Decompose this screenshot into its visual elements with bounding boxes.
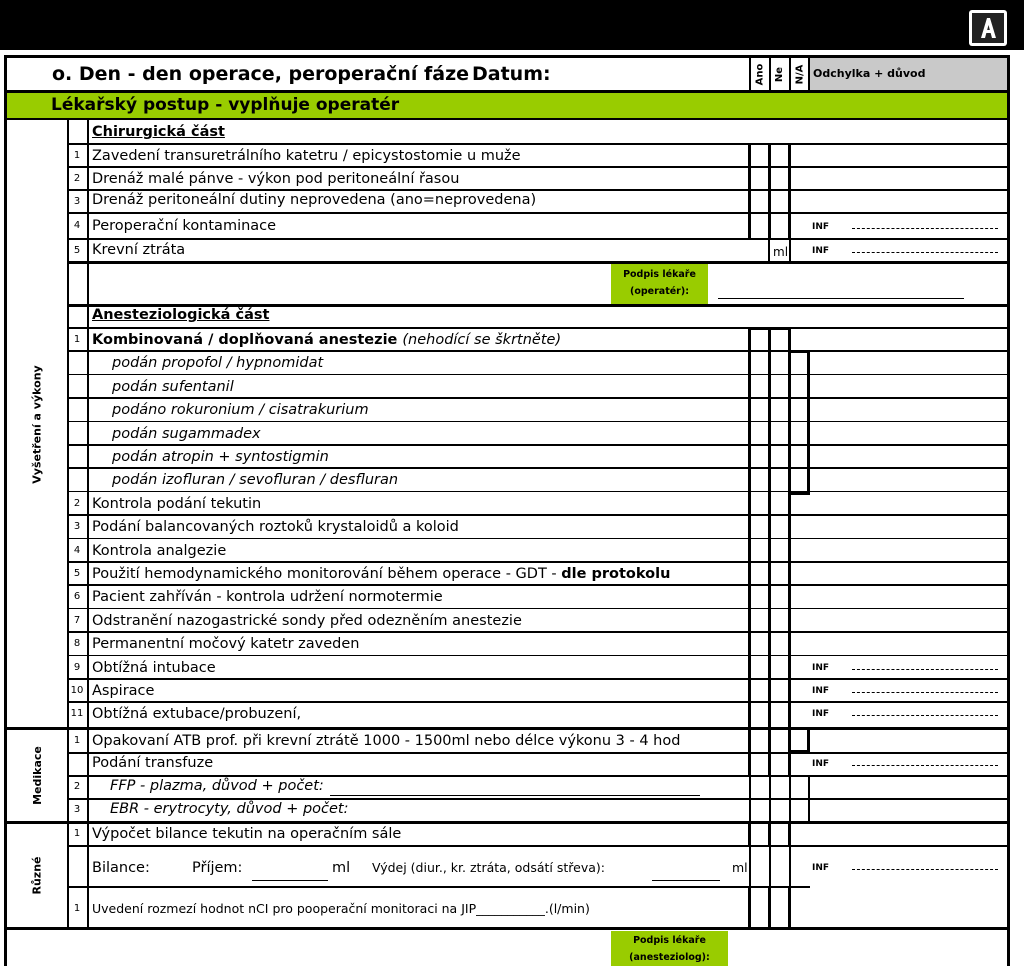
deviation-field[interactable]	[852, 252, 998, 253]
row-number: 1	[73, 903, 81, 914]
row-number: 9	[73, 661, 81, 673]
side-label-misc-text: Různé	[30, 856, 44, 894]
row-number: 8	[73, 638, 81, 650]
medication-row-text: EBR - erytrocyty, důvod + počet:	[110, 801, 349, 817]
col-deviation-header: Odchylka + důvod	[813, 67, 926, 80]
balance-intake-label: Příjem:	[192, 860, 243, 876]
row-line	[68, 238, 1008, 240]
deviation-field[interactable]	[852, 228, 998, 229]
side-label-medication	[7, 729, 67, 822]
med-box-line-1	[748, 729, 751, 776]
deviation-field[interactable]	[852, 869, 998, 870]
anesthesia-row-text: Kontrola podání tekutin	[92, 495, 262, 512]
row-line	[68, 845, 1008, 847]
anesthesia-row-text: podán sugammadex	[112, 425, 261, 442]
balance-unit-2: ml	[732, 860, 748, 875]
surgical-row-text: Krevní ztráta	[92, 242, 186, 258]
inf-label: INF	[812, 863, 830, 873]
anesthesia-row-text: Obtížná intubace	[92, 659, 216, 676]
row-line	[68, 538, 1008, 540]
row-line	[68, 444, 1008, 446]
side-label-medication-text: Medikace	[30, 746, 44, 805]
row-line	[68, 491, 1008, 493]
inf-label: INF	[812, 246, 830, 256]
anest-box-top	[748, 327, 791, 330]
misc-nci-text: Uvedení rozmezí hodnot nCI pro pooperační monitoraci na JIP___________.(l/min)	[92, 901, 590, 916]
anesthesia-row-text: podán izofluran / sevofluran / desfluran	[112, 472, 399, 489]
surg-ml-line-1	[768, 238, 770, 262]
row-number: 6	[73, 591, 81, 603]
hdr-vline-4	[808, 58, 810, 90]
num-col-line	[87, 120, 89, 928]
col-yes-header	[750, 58, 769, 90]
medication-row-text: Podání transfuze	[92, 755, 214, 771]
col-yes-label: Ano	[754, 63, 766, 85]
col-no-label: Ne	[774, 66, 785, 82]
row-line	[68, 166, 1008, 168]
misc-row-text: Výpočet bilance tekutin na operačním sále	[92, 826, 402, 842]
row-line	[68, 655, 1008, 657]
side-label-misc	[7, 823, 67, 927]
row-number: 1	[73, 828, 81, 839]
hdr-vline-2	[769, 58, 771, 90]
anesthesia-row-text	[92, 330, 561, 350]
anesthesia-title: Anesteziologická část	[92, 307, 270, 323]
row-line	[68, 584, 1008, 586]
row-line	[68, 421, 1008, 423]
anest-box-line-3	[788, 327, 791, 728]
row-number: 1	[73, 150, 81, 161]
misc-thin-1	[749, 845, 751, 887]
row-number: 2	[73, 781, 81, 792]
inf-label: INF	[812, 222, 830, 232]
intake-field[interactable]	[252, 880, 328, 881]
anesthesia-row-main: Použití hemodynamického monitorování během operace - GDT -	[92, 566, 562, 582]
surgical-row-text: Peroperační kontaminace	[92, 218, 277, 234]
medication-row-text: Opakovaní ATB prof. při krevní ztrátě 1000 - 1500ml nebo délce výkonu 3 - 4 hod	[92, 733, 681, 749]
inf-label: INF	[812, 662, 830, 673]
misc-box-line-4	[748, 887, 751, 928]
surgical-title: Chirurgická část	[92, 124, 225, 140]
col-na-label: N/A	[794, 64, 806, 84]
med-thin-2	[769, 776, 771, 822]
row-line	[68, 514, 1008, 516]
hdr-vline-1	[749, 58, 751, 90]
anest-na-top	[788, 350, 810, 353]
hdr-vline-3	[789, 58, 791, 90]
date-field[interactable]	[560, 60, 740, 88]
blood-loss-unit: ml	[773, 245, 789, 259]
deviation-field[interactable]	[852, 765, 998, 766]
anesthesia-row-text: Odstranění nazogastrické sondy před odezněním anestezie	[92, 612, 522, 629]
med-thin-4	[808, 776, 810, 822]
row-number: 1	[73, 334, 81, 345]
anesthesia-row-text	[92, 564, 670, 584]
balance-output-label: Výdej (diur., kr. ztráta, odsátí střeva):	[372, 860, 605, 875]
line-before-medication	[4, 727, 1010, 730]
anest-na-bottom	[788, 492, 810, 495]
anesthesia-row-text: Obtížná extubace/probuzení,	[92, 706, 302, 723]
balance-unit-1: ml	[332, 860, 351, 876]
output-field[interactable]	[652, 880, 720, 881]
anesthesia-row-note: (nehodící se škrtněte)	[402, 332, 562, 348]
row-number: 10	[70, 685, 84, 696]
section-title: Lékařský postup - vyplňuje operatér	[51, 95, 400, 115]
misc-box-line-3	[788, 822, 791, 846]
row-number: 4	[73, 544, 81, 556]
surgical-row-text: Drenáž peritoneální dutiny neprovedena (ano=neprovedena)	[92, 192, 537, 208]
row-number: 5	[73, 245, 81, 256]
date-label: Datum:	[472, 63, 551, 85]
anesthesia-row-bold: dle protokolu	[561, 566, 671, 582]
deviation-field[interactable]	[852, 715, 998, 716]
anesthesia-row-main: Kombinovaná / doplňovaná anestezie	[92, 332, 398, 348]
deviation-field[interactable]	[852, 692, 998, 693]
row-line	[68, 397, 1008, 399]
anest-na-line	[807, 350, 810, 493]
anesthesia-row-text: Permanentní močový katetr zaveden	[92, 636, 360, 653]
inf-label: INF	[812, 709, 830, 720]
row-number: 5	[73, 568, 81, 579]
inf-label: INF	[812, 759, 830, 769]
surgeon-signature-label: Podpis lékaře (operatér):	[623, 269, 696, 297]
row-number: 3	[73, 521, 81, 533]
row-line	[68, 374, 1008, 376]
anesthesia-row-text: podán sufentanil	[112, 378, 234, 395]
anest-signature-label: Podpis lékaře (anesteziolog):	[629, 935, 710, 963]
app-logo-glyph	[969, 10, 1007, 46]
row-number: 2	[73, 497, 81, 509]
section-bottom-line	[4, 118, 1010, 120]
row-number: 4	[73, 220, 81, 231]
anesthesia-row-text: Aspirace	[92, 683, 155, 699]
col-na-header	[790, 58, 809, 90]
med-thin-1	[749, 776, 751, 822]
anesthesia-row-text: Pacient zahříván - kontrola udržení normotermie	[92, 589, 443, 606]
row-line	[68, 678, 1008, 680]
col-no-header	[770, 58, 789, 90]
inf-label: INF	[812, 686, 830, 696]
misc-box-line-1	[748, 822, 751, 846]
side-label-exams	[7, 120, 67, 728]
anesthesia-row-text: podáno rokuronium / cisatrakurium	[112, 402, 369, 419]
anesthesia-row-text: podán propofol / hypnomidat	[112, 355, 324, 372]
line-surg-title	[68, 143, 1008, 145]
line-before-anest-sign	[4, 927, 1010, 930]
surg-box-line-3	[788, 143, 791, 239]
line-before-sign	[68, 261, 1008, 264]
misc-box-line-2	[768, 822, 771, 846]
ffp-field[interactable]	[330, 795, 700, 796]
checkbox-yes[interactable]	[751, 146, 768, 165]
deviation-field[interactable]	[852, 669, 998, 670]
misc-box-line-6	[788, 887, 791, 928]
page-title: o. Den - den operace, peroperační fáze	[52, 63, 470, 85]
row-line	[68, 212, 1008, 214]
anest-box-line-1	[748, 327, 751, 728]
surgical-row-text: Zavedení transuretrálního katetru / epicystostomie u muže	[92, 148, 521, 164]
surgical-row-text: Drenáž malé pánve - výkon pod peritoneální řasou	[92, 171, 460, 187]
row-number: 7	[73, 614, 81, 626]
med-thin-3	[789, 776, 791, 822]
balance-label: Bilance:	[92, 860, 150, 876]
row-line	[68, 886, 810, 888]
row-line	[68, 608, 1008, 610]
row-line	[68, 561, 1008, 563]
line-anest-title	[68, 327, 1008, 329]
side-label-exams-text: Vyšetření a výkony	[30, 364, 44, 484]
med-na-bottom	[788, 750, 810, 753]
misc-thin-2	[769, 845, 771, 887]
anesthesia-row-text: Podání balancovaných roztoků krystaloidů a koloid	[92, 519, 459, 536]
row-line	[68, 350, 1008, 352]
row-number: 1	[73, 735, 81, 746]
anest-box-line-2	[768, 327, 771, 728]
row-number: 2	[73, 173, 81, 184]
row-line	[68, 631, 1008, 633]
row-number: 3	[73, 196, 81, 207]
surgeon-signature-field[interactable]	[718, 298, 964, 299]
row-number: 3	[73, 804, 81, 815]
app-logo-icon[interactable]	[969, 10, 1007, 46]
medication-row-text: FFP - plazma, důvod + počet:	[110, 778, 324, 794]
row-line	[68, 701, 1008, 703]
row-number: 11	[70, 708, 84, 720]
misc-thin-3	[789, 845, 791, 887]
surg-ml-line-2	[789, 238, 791, 262]
surg-box-line-2	[768, 143, 771, 239]
anesthesia-row-text: Kontrola analgezie	[92, 542, 227, 559]
misc-box-line-5	[768, 887, 771, 928]
anesthesia-row-text: podán atropin + syntostigmin	[112, 449, 329, 465]
med-box-line-2	[768, 729, 771, 776]
top-bar	[0, 0, 1024, 50]
row-line	[68, 467, 1008, 469]
